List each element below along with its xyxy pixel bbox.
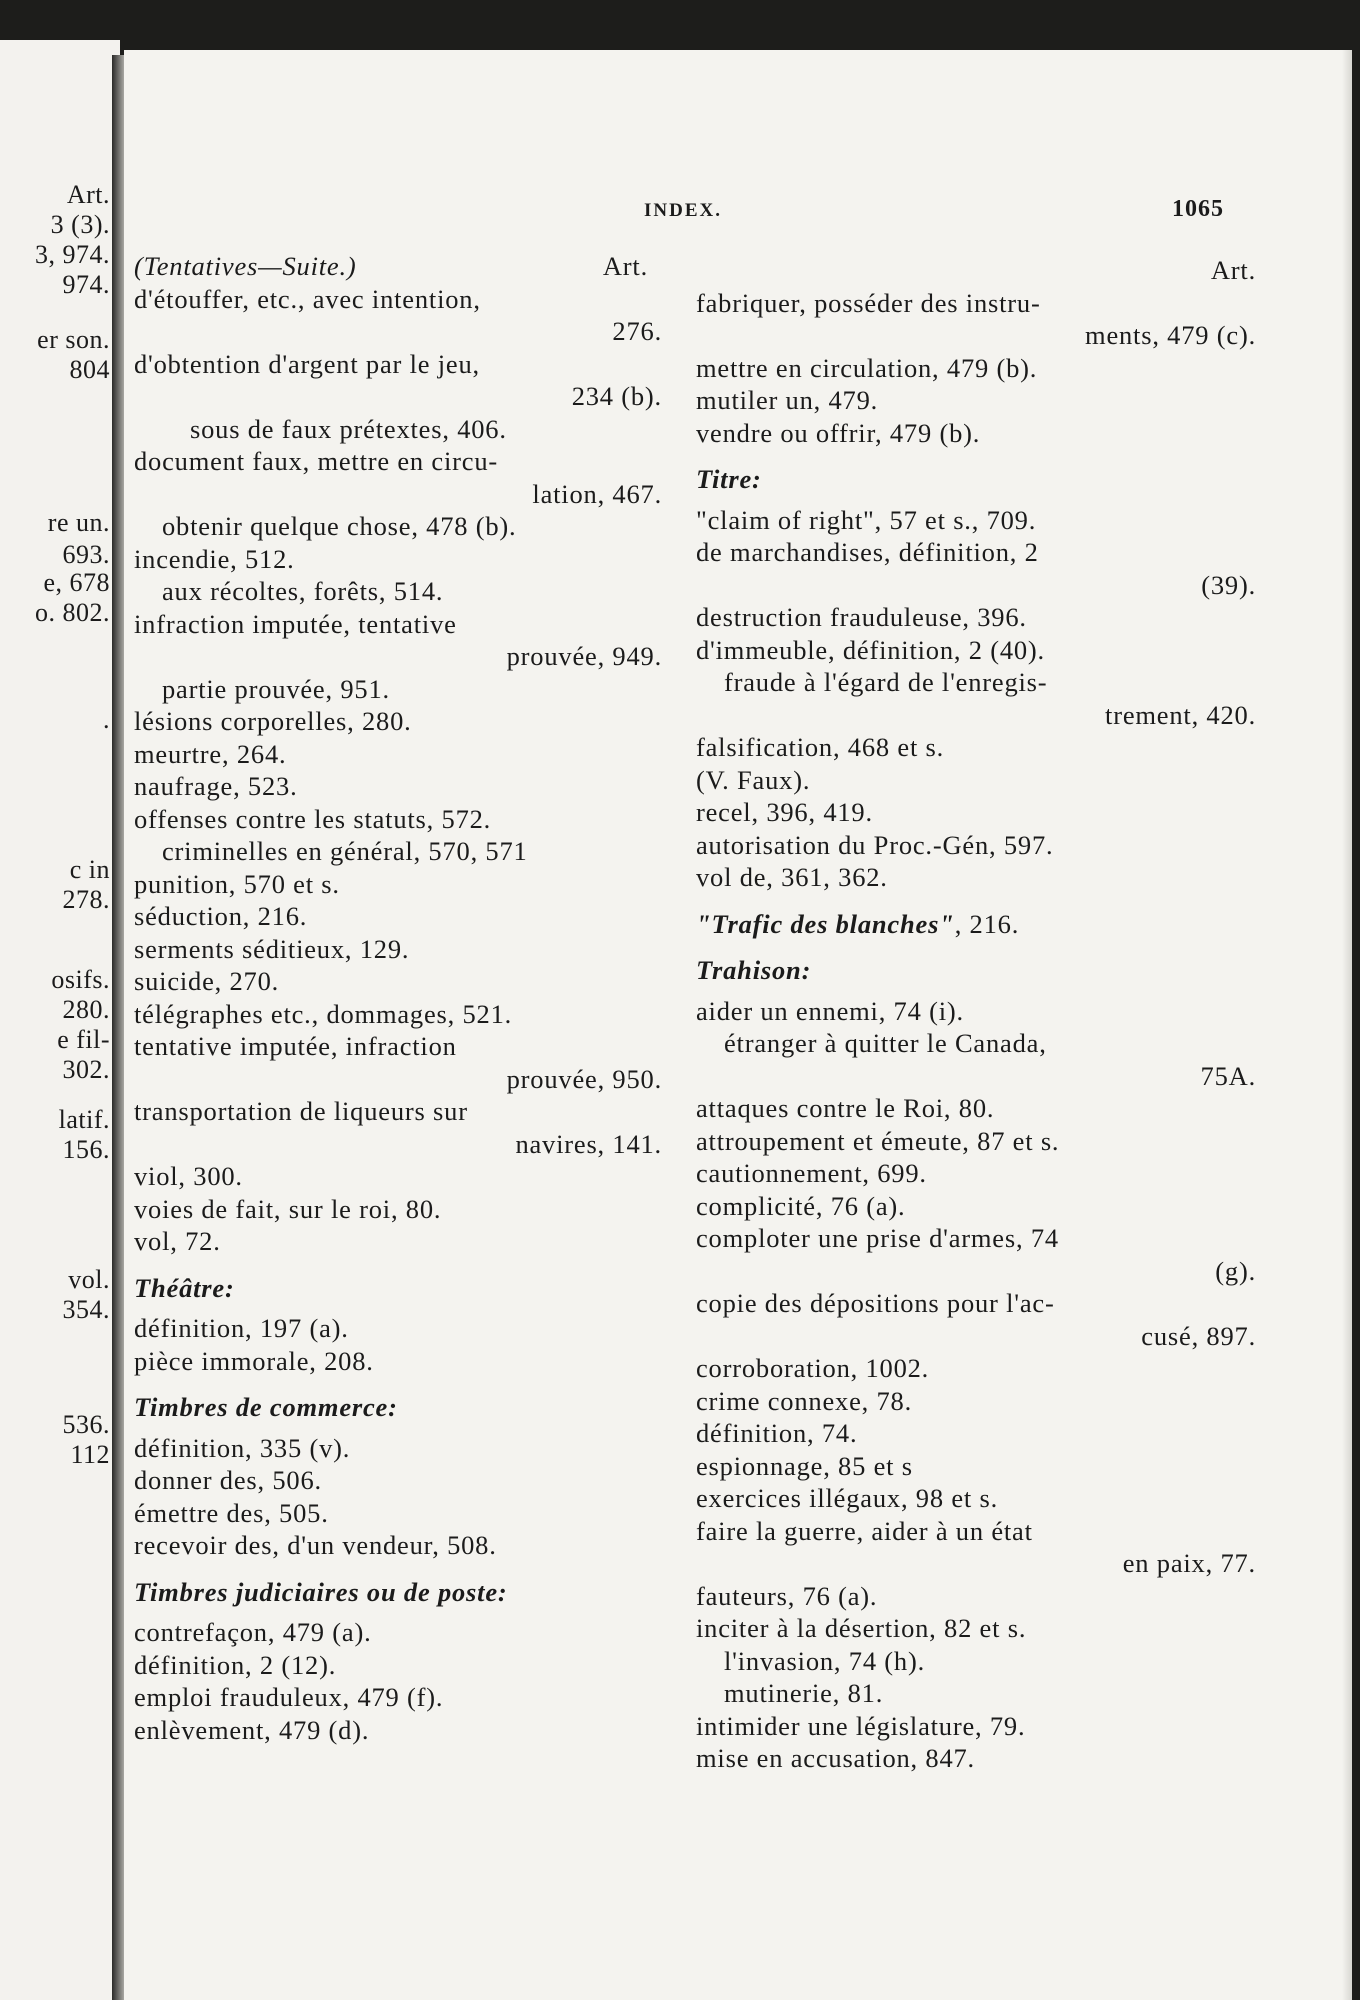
previous-page-fragment: o. 802. — [35, 598, 110, 627]
index-entry: transportation de liqueurs sur — [134, 1096, 468, 1126]
index-entry: attroupement et émeute, 87 et s. — [696, 1125, 1060, 1156]
index-entry: falsification, 468 et s. — [696, 732, 945, 762]
index-entry: serments séditieux, 129. — [134, 933, 410, 964]
index-entry: 75A. — [1200, 1060, 1256, 1091]
index-entry: définition, 2 (12). — [134, 1649, 337, 1680]
previous-page-fragment: 278. — [62, 885, 110, 914]
previous-page-fragment: 112 — [70, 1440, 110, 1469]
index-entry: définition, 197 (a). — [134, 1313, 349, 1343]
index-entry: vol, 72. — [134, 1226, 221, 1256]
index-entry: mutinerie, 81. — [724, 1678, 884, 1708]
index-entry: tentative imputée, infraction — [134, 1031, 457, 1061]
index-entry: intimider une législature, 79. — [696, 1710, 1026, 1741]
index-entry: émettre des, 505. — [134, 1497, 329, 1528]
previous-page-fragment: 3 (3). — [50, 210, 110, 239]
index-entry: destruction frauduleuse, 396. — [696, 602, 1027, 632]
previous-page-fragment: 156. — [62, 1135, 110, 1164]
previous-page-fragment: 804 — [69, 355, 110, 384]
section-list — [134, 1258, 662, 1747]
index-entry: vol de, 361, 362. — [696, 862, 888, 892]
index-entry: lation, 467. — [532, 478, 662, 509]
previous-page-fragment: osifs. — [51, 965, 110, 994]
previous-page-fragment: 354. — [62, 1295, 110, 1324]
index-entry: cusé, 897. — [1141, 1320, 1256, 1351]
index-entry: fraude à l'égard de l'enregis- — [724, 667, 1048, 697]
previous-page-fragment: e fil- — [57, 1025, 110, 1054]
running-head: INDEX. — [644, 200, 722, 221]
index-entry: offenses contre les statuts, 572. — [134, 803, 492, 834]
page-number: 1065 — [1172, 196, 1224, 222]
index-entry: aux récoltes, forêts, 514. — [162, 576, 444, 606]
section-heading: Théâtre: — [134, 1272, 235, 1303]
index-entry: mutiler un, 479. — [696, 385, 879, 415]
index-entry: punition, 570 et s. — [134, 868, 340, 899]
entry-list — [696, 287, 1256, 450]
previous-page-fragment: . — [103, 705, 110, 734]
index-entry: l'invasion, 74 (h). — [724, 1645, 926, 1676]
index-entry: cautionnement, 699. — [696, 1158, 927, 1188]
section-heading: Timbres judiciaires ou de poste: — [134, 1576, 508, 1607]
index-entry: espionnage, 85 et s — [696, 1450, 913, 1481]
index-entry: document faux, mettre en circu- — [134, 446, 498, 476]
index-entry: vendre ou offrir, 479 (b). — [696, 417, 981, 448]
previous-page-fragment: er son. — [37, 325, 110, 354]
index-entry: définition, 335 (v). — [134, 1432, 351, 1463]
art-label: Art. — [602, 251, 648, 281]
index-entry: 276. — [612, 316, 662, 346]
section-heading-titre: Titre: — [696, 464, 762, 494]
art-label: Art. — [1210, 255, 1256, 285]
index-entry: d'étouffer, etc., avec intention, — [134, 283, 481, 314]
index-entry: (V. Faux). — [696, 764, 811, 795]
entry-list — [696, 995, 1256, 1775]
index-entry: pièce immorale, 208. — [134, 1345, 374, 1376]
index-entry: ments, 479 (c). — [1085, 320, 1256, 350]
previous-page-fragment: 974. — [62, 270, 110, 299]
previous-page-fragment: 302. — [62, 1055, 110, 1084]
previous-page-fragment: c in — [69, 855, 110, 884]
right-column — [696, 254, 1256, 1775]
index-entry: navires, 141. — [515, 1128, 662, 1159]
index-entry: obtenir quelque chose, 478 (b). — [162, 511, 517, 541]
index-entry: naufrage, 523. — [134, 771, 298, 801]
previous-page-fragment: e, 678 — [43, 568, 110, 597]
index-entry: sous de faux prétextes, 406. — [190, 413, 507, 444]
index-entry: corroboration, 1002. — [696, 1353, 930, 1383]
index-entry: crime connexe, 78. — [696, 1385, 913, 1416]
index-entry: autorisation du Proc.-Gén, 597. — [696, 829, 1054, 860]
index-entry: étranger à quitter le Canada, — [724, 1028, 1047, 1058]
page-edge — [1342, 50, 1352, 2000]
index-entry: "claim of right", 57 et s., 709. — [696, 504, 1037, 535]
index-entry: 234 (b). — [571, 381, 662, 411]
index-entry: (g). — [1215, 1255, 1256, 1286]
index-entry: aider un ennemi, 74 (i). — [696, 995, 964, 1026]
index-entry: voies de fait, sur le roi, 80. — [134, 1193, 442, 1224]
index-entry: donner des, 506. — [134, 1465, 322, 1495]
trafic-number: , 216. — [954, 908, 1020, 939]
index-entry: recel, 396, 419. — [696, 797, 873, 827]
section-heading: Timbres de commerce: — [134, 1392, 398, 1422]
index-entry: séduction, 216. — [134, 901, 308, 931]
index-entry: emploi frauduleux, 479 (f). — [134, 1682, 444, 1712]
index-page — [124, 50, 1352, 2000]
index-entry: criminelles en général, 570, 571 — [162, 836, 528, 866]
index-entry: incendie, 512. — [134, 543, 295, 574]
entry-list — [696, 504, 1256, 894]
previous-page-fragment: 3, 974. — [35, 240, 110, 269]
index-entry: lésions corporelles, 280. — [134, 706, 412, 736]
index-entry: suicide, 270. — [134, 966, 280, 996]
index-entry: fabriquer, posséder des instru- — [696, 287, 1041, 318]
previous-page-fragment: vol. — [68, 1265, 110, 1294]
index-entry: télégraphes etc., dommages, 521. — [134, 998, 513, 1029]
index-entry: d'obtention d'argent par le jeu, — [134, 348, 480, 379]
index-entry: comploter une prise d'armes, 74 — [696, 1223, 1059, 1253]
index-entry: enlèvement, 479 (d). — [134, 1714, 370, 1745]
index-entry: faire la guerre, aider à un état — [696, 1515, 1033, 1546]
previous-page-fragment: latif. — [58, 1105, 110, 1134]
index-entry: mise en accusation, 847. — [696, 1743, 975, 1773]
index-entry: partie prouvée, 951. — [162, 673, 390, 704]
index-entry: mettre en circulation, 479 (b). — [696, 352, 1038, 383]
index-entry: copie des dépositions pour l'ac- — [696, 1288, 1055, 1318]
index-entry: viol, 300. — [134, 1161, 243, 1191]
left-column-heading-row — [134, 250, 662, 283]
section-heading-trahison: Trahison: — [696, 955, 812, 985]
index-entry: de marchandises, définition, 2 — [696, 537, 1039, 567]
entry-list — [134, 283, 662, 1258]
previous-page-edge — [0, 40, 120, 2000]
index-entry: complicité, 76 (a). — [696, 1190, 906, 1221]
index-entry: infraction imputée, tentative — [134, 608, 457, 639]
index-entry: attaques contre le Roi, 80. — [696, 1093, 995, 1123]
index-entry: inciter à la désertion, 82 et s. — [696, 1613, 1027, 1643]
continued-heading: (Tentatives—Suite.) — [134, 251, 357, 281]
index-entry: recevoir des, d'un vendeur, 508. — [134, 1530, 497, 1560]
section-heading-trafic — [696, 908, 1256, 941]
index-entry: meurtre, 264. — [134, 738, 287, 769]
previous-page-fragment: 693. — [62, 540, 110, 569]
previous-page-fragment: Art. — [66, 180, 110, 209]
trafic-heading: "Trafic des blanches" — [696, 908, 955, 939]
index-entry: définition, 74. — [696, 1418, 858, 1448]
previous-page-fragment: re un. — [47, 508, 110, 537]
index-entry: d'immeuble, définition, 2 (40). — [696, 634, 1045, 665]
index-entry: fauteurs, 76 (a). — [696, 1580, 878, 1611]
index-entry: exercices illégaux, 98 et s. — [696, 1483, 999, 1513]
index-entry: prouvée, 950. — [506, 1063, 662, 1094]
index-entry: en paix, 77. — [1122, 1548, 1256, 1578]
index-entry: (39). — [1201, 569, 1256, 600]
previous-page-fragment: 280. — [62, 995, 110, 1024]
index-entry: trement, 420. — [1105, 699, 1256, 730]
previous-page-fragment: 536. — [62, 1410, 110, 1439]
index-entry: prouvée, 949. — [506, 641, 662, 671]
left-column — [134, 250, 662, 1746]
index-entry: contrefaçon, 479 (a). — [134, 1617, 372, 1647]
